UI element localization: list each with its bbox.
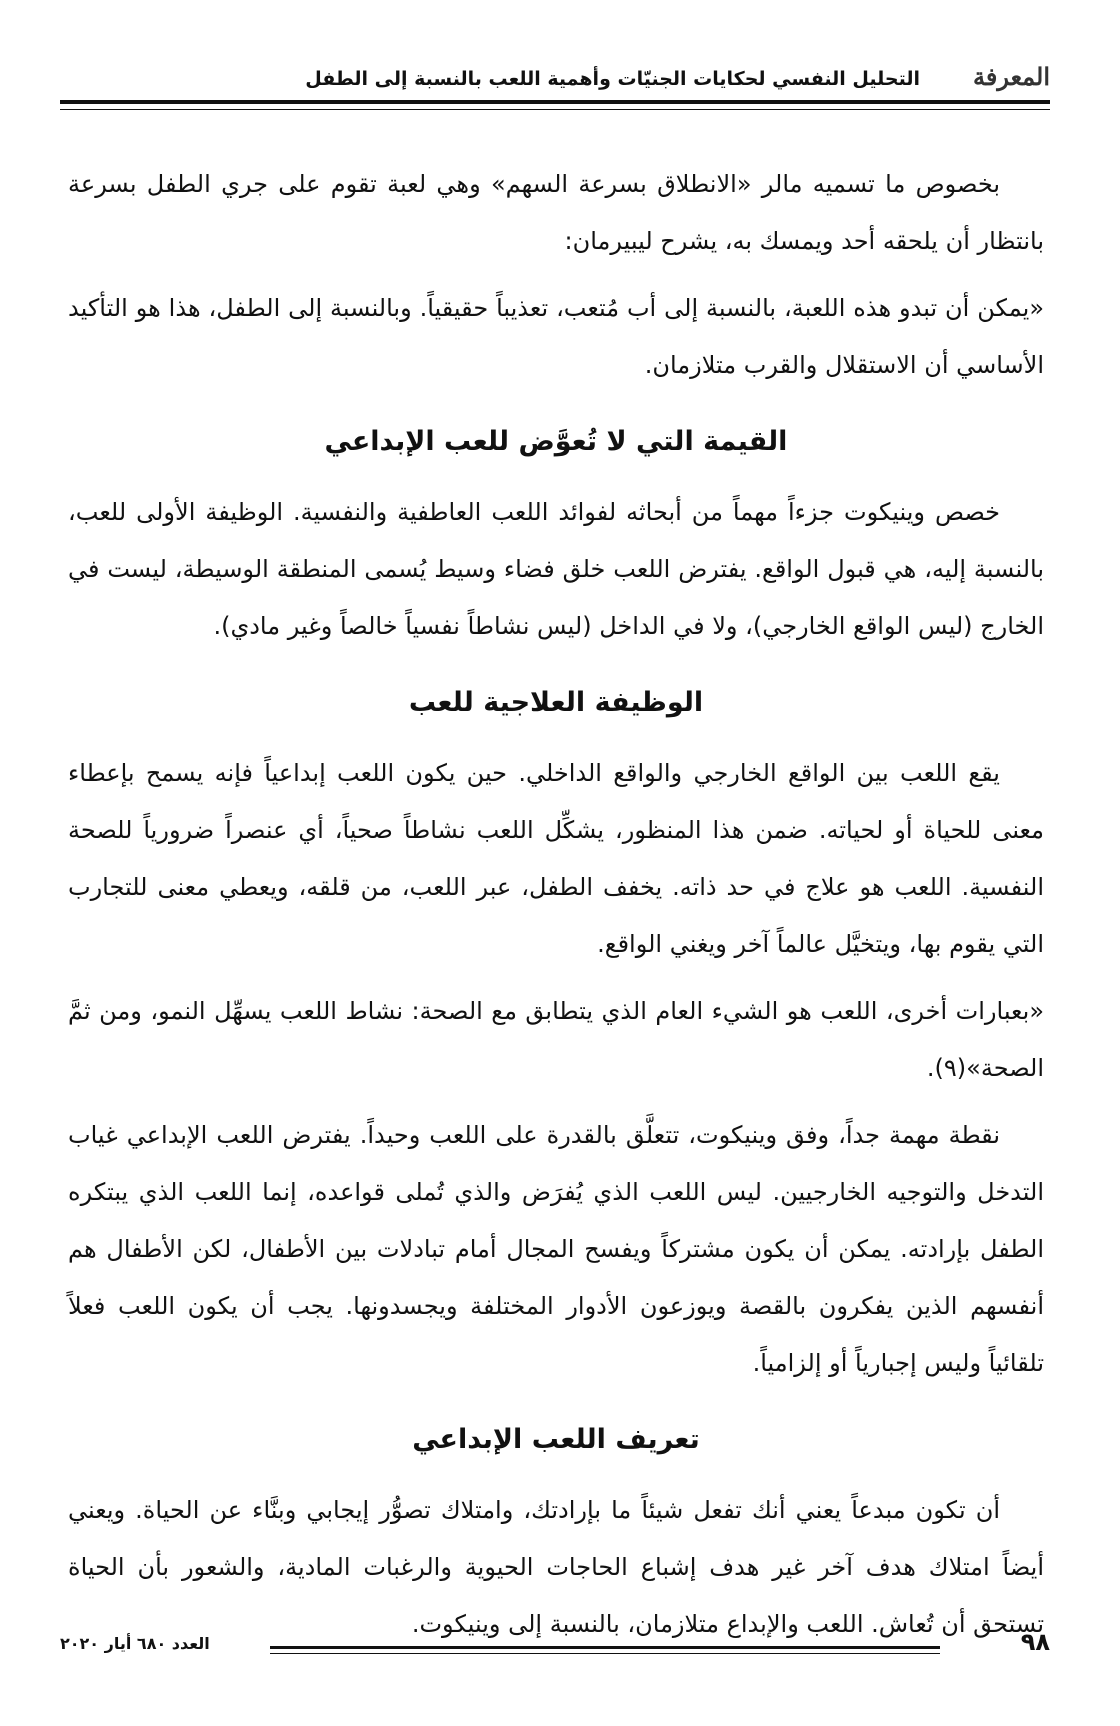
section-heading-creative-play-value: القيمة التي لا تُعوَّض للعب الإبداعي [324, 426, 788, 457]
issue-info: العدد ٦٨٠ أيار ٢٠٢٠ [60, 1634, 210, 1653]
footer-rule-thin [270, 1653, 940, 1654]
page-footer [60, 1624, 1050, 1674]
paragraph-mahler: بخصوص ما تسميه مالر «الانطلاق بسرعة السهم» وهي لعبة تقوم على جري الطفل بسرعة بانتظار أن يلحقه أحد ويمسك به، يشرح ليبيرمان: [68, 170, 1044, 255]
paragraph-play-reality: يقع اللعب بين الواقع الخارجي والواقع الداخلي. حين يكون اللعب إبداعياً فإنه يسمح بإعطاء معنى للحياة أو لحياته. ضمن هذا المنظور، يشكِّل اللعب نشاطاً صحياً، أي عنصراً ضرورياً للصحة النفسية. اللعب هو علاج في حد ذاته. يخفف الطفل، عبر اللعب، من قلقه، ويعطي معنى للتجارب التي يقوم بها، ويتخيَّل عالماً آخر ويغني الواقع. [68, 759, 1044, 958]
section-heading-definition: تعريف اللعب الإبداعي [412, 1424, 700, 1455]
journal-logo: المعرفة [972, 62, 1050, 91]
paragraph-quote-health: «بعبارات أخرى، اللعب هو الشيء العام الذي يتطابق مع الصحة: نشاط اللعب يسهِّل النمو، ومن ثمَّ الصحة»(٩). [68, 997, 1044, 1082]
article-body [68, 156, 1044, 1653]
paragraph-quote-lieberman: «يمكن أن تبدو هذه اللعبة، بالنسبة إلى أب مُتعب، تعذيباً حقيقياً. وبالنسبة إلى الطفل، هذا هو التأكيد الأساسي أن الاستقلال والقرب متلازمان. [68, 294, 1044, 379]
header-rule [60, 100, 1050, 104]
running-title: التحليل النفسي لحكايات الجنيّات وأهمية اللعب بالنسبة إلى الطفل [305, 68, 920, 90]
page-number: ٩٨ [1020, 1628, 1050, 1656]
paragraph-winnicott-intro: خصص وينيكوت جزءاً مهماً من أبحاثه لفوائد اللعب العاطفية والنفسية. الوظيفة الأولى للعب، بالنسبة إليه، هي قبول الواقع. يفترض اللعب خلق فضاء وسيط يُسمى المنطقة الوسيطة، ليست في الخارج (ليس الواقع الخارجي)، ولا في الداخل (ليس نشاطاً نفسياً خالصاً وغير مادي). [68, 498, 1044, 640]
footer-rule [270, 1646, 940, 1649]
header-rule-thin [60, 109, 1050, 110]
paragraph-play-alone: نقطة مهمة جداً، وفق وينيكوت، تتعلَّق بالقدرة على اللعب وحيداً. يفترض اللعب الإبداعي غياب التدخل والتوجيه الخارجيين. ليس اللعب الذي يُفرَض والذي تُملى قواعده، إنما اللعب الذي يبتكره الطفل بإرادته. يمكن أن يكون مشتركاً ويفسح المجال أمام تبادلات بين الأطفال، لكن الأطفال هم أنفسهم الذين يفكرون بالقصة ويوزعون الأدوار المختلفة ويجسدونها. يجب أن يكون اللعب فعلاً تلقائياً وليس إجبارياً أو إلزامياً. [68, 1121, 1044, 1377]
section-heading-therapeutic-function: الوظيفة العلاجية للعب [408, 687, 704, 718]
page-header [60, 58, 1050, 104]
paragraph-definition: أن تكون مبدعاً يعني أنك تفعل شيئاً ما بإرادتك، وامتلاك تصوُّر إيجابي وبنَّاء عن الحياة. ويعني أيضاً امتلاك هدف آخر غير هدف إشباع الحاجات الحيوية والرغبات المادية، والشعور بأن الحياة تستحق أن تُعاش. اللعب والإبداع متلازمان، بالنسبة إلى وينيكوت. [68, 1496, 1044, 1638]
